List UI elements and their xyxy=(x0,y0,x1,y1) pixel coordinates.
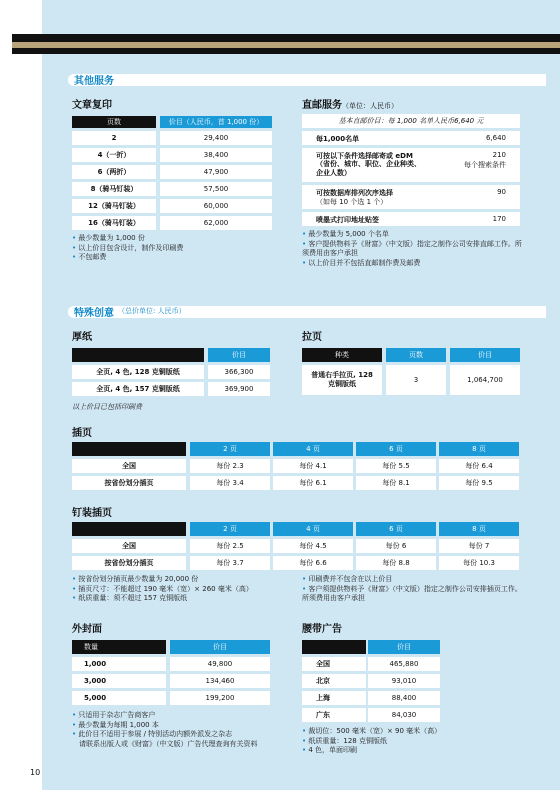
insert-value: 每份 3.4 xyxy=(190,476,270,490)
belt-ad-price: 465,880 xyxy=(368,657,440,671)
outer-cover-price: 49,800 xyxy=(170,657,270,671)
outer-cover-col-price: 价目 xyxy=(170,640,270,654)
insert-col: 6 页 xyxy=(356,442,436,456)
reprint-price: 57,500 xyxy=(160,182,272,196)
belt-ad-col-price: 价目 xyxy=(368,640,440,654)
bound-insert-notes-left: • 按省份划分插页最少数量为 20,000 份 • 插页尺寸：不能超过 190 毫米（宽）× 260 毫米（高） • 纸质重量：须不超过 157 克铜版纸 xyxy=(72,575,253,602)
insert-value: 每份 6.4 xyxy=(439,459,519,473)
belt-ad-notes: • 裁切位：500 毫米（宽）× 90 毫米（高） • 纸质重量：128 克铜版纸 • 4 色，单面印刷 xyxy=(302,727,442,754)
reprint-price: 38,400 xyxy=(160,148,272,162)
reprint-price: 47,900 xyxy=(160,165,272,179)
belt-ad-label: 北京 xyxy=(302,674,366,688)
section-other-services xyxy=(68,70,546,88)
insert-value: 每份 9.5 xyxy=(439,476,519,490)
reprint-col-pages: 页数 xyxy=(72,116,156,128)
direct-mail-row: 喷墨式打印地址贴签 170 xyxy=(302,212,520,226)
bound-insert-value: 每份 6.6 xyxy=(273,556,353,570)
reprint-price: 62,000 xyxy=(160,216,272,230)
reprint-pages: 8（骑马钉装） xyxy=(72,182,156,196)
direct-mail-row: 可按以下条件选择邮寄或 eDM （省份、城市、职位、企业种类、企业人数） 210 每个搜索条件 xyxy=(302,148,520,182)
belt-ad-title: 腰带广告 xyxy=(302,624,342,635)
insert-value: 每份 2.3 xyxy=(190,459,270,473)
bound-insert-value: 每份 4.5 xyxy=(273,539,353,553)
bound-insert-header xyxy=(72,522,186,536)
direct-mail-notes: • 最少数量为 5,000 个名单 • 客户提供物料予《财富》（中文版）指定之制作公司安排直邮工作。所须费用由客户承担 • 以上价目并不包括直邮制作费及邮费 xyxy=(302,230,522,267)
reprint-price: 60,000 xyxy=(160,199,272,213)
bound-insert-value: 每份 10.3 xyxy=(439,556,519,570)
insert-col: 4 页 xyxy=(273,442,353,456)
insert-header xyxy=(72,442,186,456)
bound-insert-col: 6 页 xyxy=(356,522,436,536)
belt-ad-price: 93,010 xyxy=(368,674,440,688)
direct-mail-title: 直邮服务（单位：人民币） xyxy=(302,100,398,111)
bound-insert-col: 8 页 xyxy=(439,522,519,536)
outer-cover-qty: 5,000 xyxy=(72,691,166,705)
bound-insert-notes-right: • 印刷费并不包含在以上价目 • 客户须提供物料予《财富》（中文版）指定之制作公司安排插页工作。所须费用由客户承担 xyxy=(302,575,522,602)
insert-col: 2 页 xyxy=(190,442,270,456)
insert-title: 插页 xyxy=(72,428,92,439)
thick-paper-col-price: 价目 xyxy=(208,348,270,362)
direct-mail-base: 基本直邮价目：每 1,000 名单人民币6,640 元 xyxy=(302,114,520,128)
insert-row-label: 全国 xyxy=(72,459,186,473)
direct-mail-row: 可按数据库排列次序选择 （如每 10 个选 1 个） 90 xyxy=(302,185,520,209)
insert-value: 每份 4.1 xyxy=(273,459,353,473)
section-special: 特殊创意 （总价单位: 人民币） xyxy=(68,302,546,320)
reprint-pages: 16（骑马钉装） xyxy=(72,216,156,230)
bound-insert-value: 每份 8.8 xyxy=(356,556,436,570)
reprint-price: 29,400 xyxy=(160,131,272,145)
insert-value: 每份 8.1 xyxy=(356,476,436,490)
outer-cover-price: 199,200 xyxy=(170,691,270,705)
insert-row-label: 按省份划分插页 xyxy=(72,476,186,490)
reprint-pages: 12（骑马钉装） xyxy=(72,199,156,213)
gatefold-col-pages: 页数 xyxy=(386,348,446,362)
outer-cover-qty: 1,000 xyxy=(72,657,166,671)
thick-paper-price: 369,900 xyxy=(208,382,270,396)
outer-cover-price: 134,460 xyxy=(170,674,270,688)
outer-cover-notes: • 只适用于杂志广告商客户 • 最少数量为每期 1,000 本 • 此价目不适用于参展 / 特别活动内额外派发之杂志 请联系出版人或《财富》（中文版）广告代理查询有关资料 xyxy=(72,711,258,748)
insert-value: 每份 5.5 xyxy=(356,459,436,473)
thick-paper-title: 厚纸 xyxy=(72,332,92,343)
bound-insert-row-label: 按省份划分插页 xyxy=(72,556,186,570)
reprint-pages: 2 xyxy=(72,131,156,145)
section-title: 其他服务 xyxy=(74,75,114,87)
belt-ad-price: 84,030 xyxy=(368,708,440,722)
reprint-title: 文章复印 xyxy=(72,100,112,111)
bound-insert-col: 4 页 xyxy=(273,522,353,536)
bound-insert-col: 2 页 xyxy=(190,522,270,536)
insert-col: 8 页 xyxy=(439,442,519,456)
gatefold-type: 普通右手拉页, 128 克铜版纸 xyxy=(302,365,382,395)
gatefold-col-price: 价目 xyxy=(450,348,520,362)
gatefold-col-type: 种类 xyxy=(302,348,382,362)
thick-paper-header xyxy=(72,348,204,362)
bound-insert-value: 每份 3.7 xyxy=(190,556,270,570)
belt-ad-label: 上海 xyxy=(302,691,366,705)
belt-ad-header xyxy=(302,640,366,654)
thick-paper-price: 366,300 xyxy=(208,365,270,379)
belt-ad-price: 88,400 xyxy=(368,691,440,705)
bound-insert-title: 钉装插页 xyxy=(72,508,112,519)
bound-insert-value: 每份 6 xyxy=(356,539,436,553)
bound-insert-row-label: 全国 xyxy=(72,539,186,553)
page-number: 10 xyxy=(30,768,41,777)
header-band-lower xyxy=(12,48,560,54)
reprint-pages: 4（一折） xyxy=(72,148,156,162)
belt-ad-label: 广东 xyxy=(302,708,366,722)
reprint-col-price: 价目（人民币，首 1,000 份） xyxy=(160,116,272,128)
gatefold-price: 1,064,700 xyxy=(450,365,520,395)
outer-cover-col-qty: 数量 xyxy=(72,640,166,654)
gatefold-title: 拉页 xyxy=(302,332,322,343)
thick-paper-note: 以上价目已包括印刷费 xyxy=(72,403,142,411)
thick-paper-label: 全页, 4 色, 157 克铜版纸 xyxy=(72,382,204,396)
direct-mail-row: 每1,000名单 6,640 xyxy=(302,131,520,145)
bound-insert-value: 每份 2.5 xyxy=(190,539,270,553)
outer-cover-qty: 3,000 xyxy=(72,674,166,688)
bound-insert-value: 每份 7 xyxy=(439,539,519,553)
reprint-pages: 6（两折） xyxy=(72,165,156,179)
belt-ad-label: 全国 xyxy=(302,657,366,671)
insert-value: 每份 6.1 xyxy=(273,476,353,490)
gatefold-pages: 3 xyxy=(386,365,446,395)
thick-paper-label: 全页, 4 色, 128 克铜版纸 xyxy=(72,365,204,379)
outer-cover-title: 外封面 xyxy=(72,624,102,635)
reprint-notes: • 最少数量为 1,000 份 • 以上价目包含设计，制作及印刷费 • 不包邮费 xyxy=(72,234,184,261)
